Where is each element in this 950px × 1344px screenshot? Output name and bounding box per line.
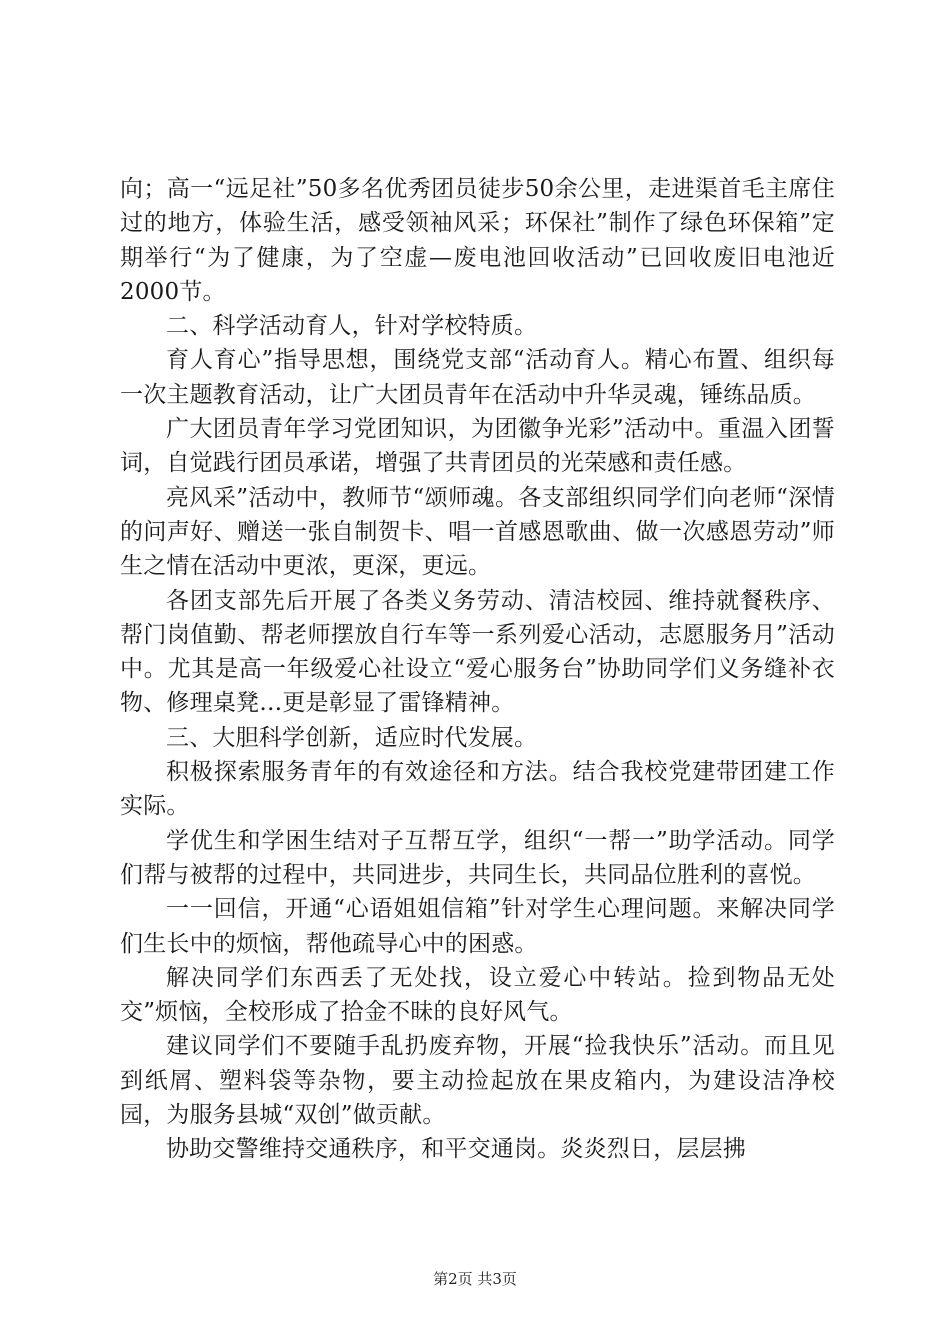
paragraph: 广大团员青年学习党团知识，为团徽争光彩”活动中。重温入团誓词，自觉践行团员承诺，增强了共青团员的光荣感和责任感。 — [120, 416, 835, 477]
paragraph: 向；高一“远足社”50多名优秀团员徒步50余公里，走进渠首毛主席住过的地方，体验生活，感受领袖风采；环保社”制作了绿色环保箱”定期举行“为了健康，为了空虚—废电池回收活动”已回收废旧电池近2000节。 — [120, 176, 835, 305]
document-body — [120, 172, 835, 1167]
paragraph: 亮风采”活动中，教师节“颂师魂。各支部组织同学们向老师“深情的问声好、赠送一张自制贺卡、唱一首感恩歌曲、做一次感恩劳动”师生之情在活动中更浓，更深，更远。 — [120, 484, 835, 580]
paragraph: 解决同学们东西丢了无处找，设立爱心中转站。捡到物品无处交”烦恼，全校形成了拾金不昧的良好风气。 — [120, 964, 835, 1026]
paragraph: 各团支部先后开展了各类义务劳动、清洁校园、维持就餐秩序、帮门岗值勤、帮老师摆放自行车等一系列爱心活动，志愿服务月”活动中。尤其是高一年级爱心社设立“爱心服务台”协助同学们义务缝补衣物、修理桌凳…更是彰显了雷锋精神。 — [120, 587, 835, 717]
paragraph: 育人育心”指导思想，围绕党支部“活动育人。精心布置、组织每一次主题教育活动，让广大团员青年在活动中升华灵魂，锤练品质。 — [120, 347, 835, 408]
paragraph: 积极探索服务青年的有效途径和方法。结合我校党建带团建工作实际。 — [120, 759, 835, 820]
paragraph: 学优生和学困生结对子互帮互学，组织“一帮一”助学活动。同学们帮与被帮的过程中，共同进步，共同生长，共同品位胜利的喜悦。 — [120, 827, 835, 888]
paragraph: 协助交警维持交通秩序，和平交通岗。炎炎烈日，层层拂 — [166, 1136, 746, 1163]
section-heading: 三、大胆科学创新，适应时代发展。 — [166, 724, 538, 751]
paragraph: 建议同学们不要随手乱扔废弃物，开展“捡我快乐”活动。而且见到纸屑、塑料袋等杂物，要主动捡起放在果皮箱内，为建设洁净校园，为服务县城“双创”做贡献。 — [120, 1033, 835, 1129]
paragraph: 一一回信，开通“心语姐姐信箱”针对学生心理问题。来解决同学们生长中的烦恼，帮他疏导心中的困惑。 — [120, 896, 835, 957]
page-footer: 第2页 共3页 — [433, 1270, 517, 1288]
section-heading: 二、科学活动育人，针对学校特质。 — [166, 313, 538, 340]
